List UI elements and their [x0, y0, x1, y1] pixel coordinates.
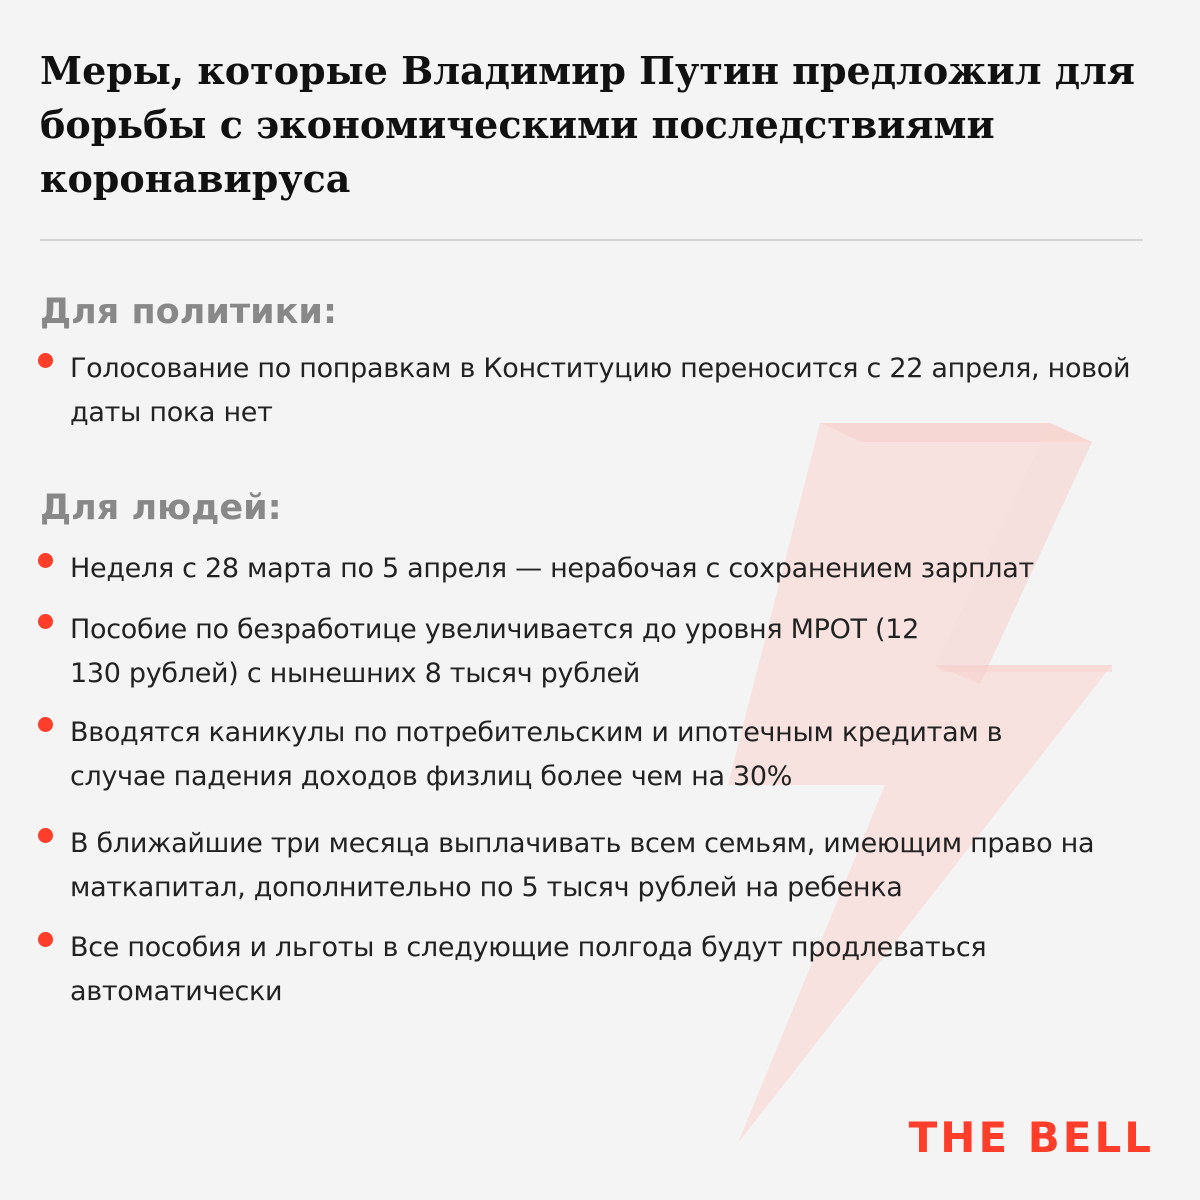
red-dot-icon [38, 828, 53, 843]
red-dot-icon [38, 553, 53, 568]
list-item [38, 347, 1138, 435]
list-item [38, 711, 1138, 799]
red-dot-icon [38, 353, 53, 368]
list-item-text: Неделя с 28 марта по 5 апреля — нерабочая с сохранением зарплат [70, 553, 1034, 584]
page-title: Меры, которые Владимир Путин предложил для борьбы с экономическими последствиями коронавируса [40, 48, 1135, 201]
list-item [38, 926, 1138, 1014]
red-dot-icon [38, 932, 53, 947]
list-item [38, 547, 1138, 591]
the-bell-logo: THE BELL [908, 1113, 1154, 1162]
list-item-text: Голосование по поправкам в Конституцию переносится с 22 апреля, новой даты пока нет [70, 353, 1131, 428]
section-heading-politics: Для политики: [40, 292, 337, 332]
list-item-text: Вводятся каникулы по потребительским и ипотечным кредитам в случае падения доходов физлиц более чем на 30% [70, 717, 1003, 792]
red-dot-icon [38, 614, 53, 629]
section-heading-people: Для людей: [40, 488, 282, 528]
list-item-text: В ближайшие три месяца выплачивать всем семьям, имеющим право на маткапитал, дополнительно по 5 тысяч рублей на ребенка [70, 828, 1095, 903]
title-divider [40, 239, 1143, 241]
list-item-text: Все пособия и льготы в следующие полгода будут продлеваться автоматически [70, 932, 987, 1007]
list-item [38, 608, 1138, 696]
list-item-text: Пособие по безработице увеличивается до уровня МРОТ (12 130 рублей) с нынешних 8 тысяч рублей [70, 614, 920, 689]
list-item [38, 822, 1138, 910]
red-dot-icon [38, 717, 53, 732]
